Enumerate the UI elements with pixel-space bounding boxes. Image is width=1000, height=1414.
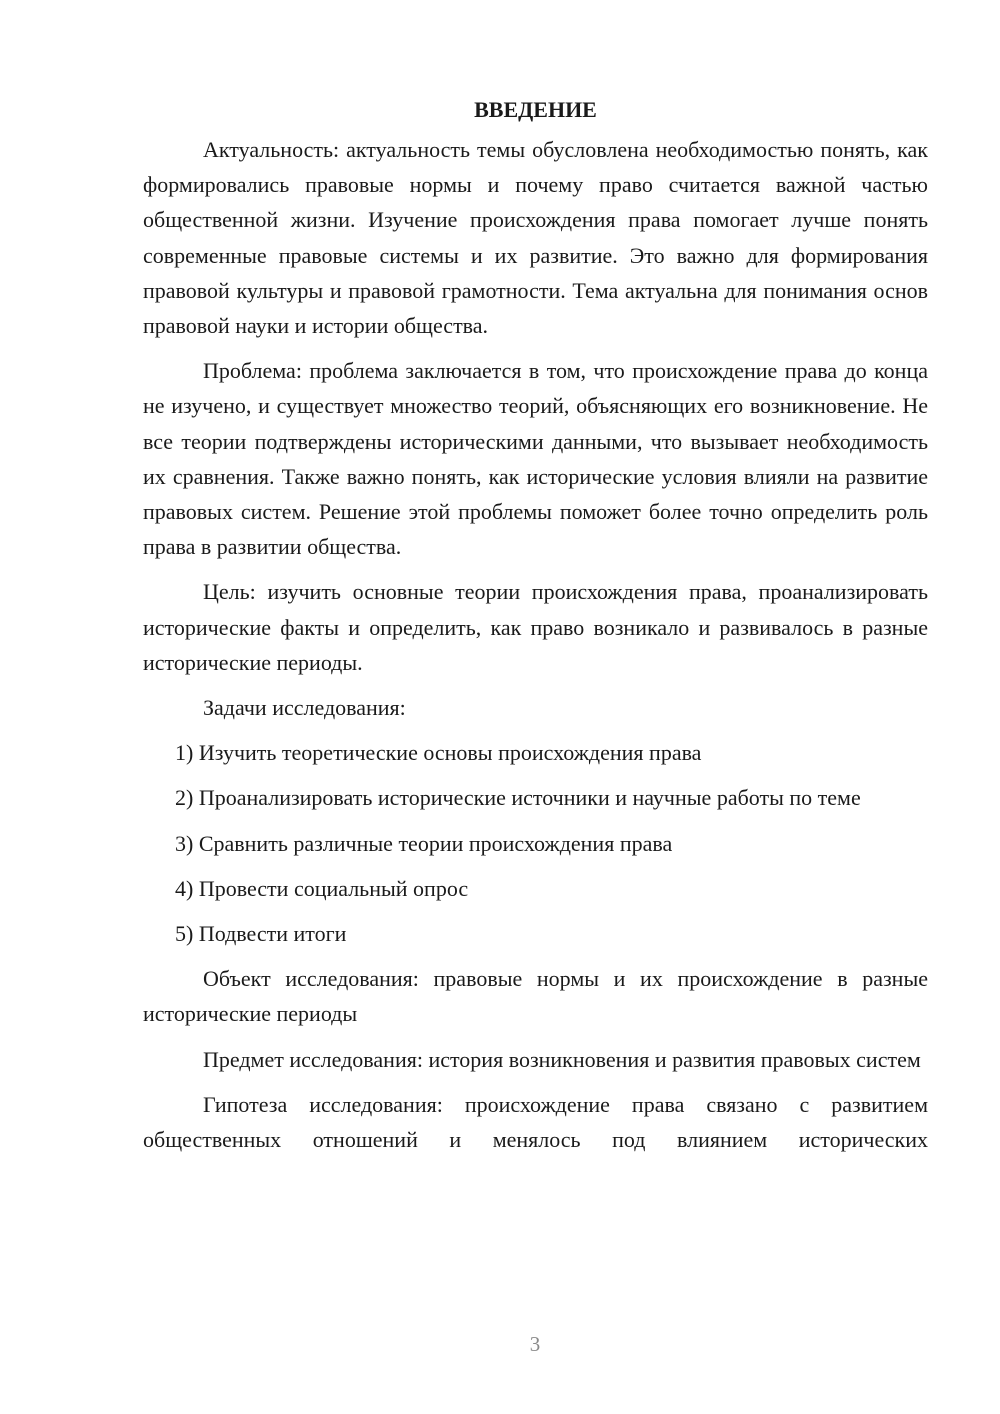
task-item-2: 2) Проанализировать исторические источники и научные работы по теме — [175, 785, 861, 811]
task-item-5: 5) Подвести итоги — [175, 921, 347, 947]
tasks-heading: Задачи исследования: — [203, 695, 406, 721]
task-item-4: 4) Провести социальный опрос — [175, 875, 469, 901]
section-title: ВВЕДЕНИЕ — [474, 97, 597, 122]
subject-paragraph: Предмет исследования: история возникновения и развития правовых систем — [203, 1046, 921, 1072]
hypothesis-paragraph: Гипотеза исследования: происхождение права связано с развитием общественных отношений и менялось под влиянием исторических — [143, 1091, 928, 1153]
relevance-paragraph: Актуальность: актуальность темы обусловлена необходимостью понять, как формировались правовые нормы и почему право считается важной частью общественной жизни. Изучение происхождения права помогает лучше понять современные правовые системы и их развитие. Это важно для формирования правовой культуры и правовой грамотности. Тема актуальна для понимания основ правовой науки и истории общества. — [143, 137, 928, 339]
page-number: 3 — [529, 1332, 541, 1356]
goal-paragraph: Цель: изучить основные теории происхождения права, проанализировать исторические факты и определить, как право возникало и развивалось в разные исторические периоды. — [143, 579, 928, 675]
object-paragraph: Объект исследования: правовые нормы и их происхождение в разные исторические периоды — [143, 966, 928, 1027]
task-item-1: 1) Изучить теоретические основы происхождения права — [175, 740, 702, 766]
problem-paragraph: Проблема: проблема заключается в том, что происхождение права до конца не изучено, и существует множество теорий, объясняющих его возникновение. Не все теории подтверждены историческими данными, что вызывает необходимость их сравнения. Также важно понять, как исторические условия влияли на развитие правовых систем. Решение этой проблемы поможет более точно определить роль права в развитии общества. — [143, 358, 928, 560]
document-page — [143, 92, 928, 1157]
task-item-3: 3) Сравнить различные теории происхождения права — [175, 830, 673, 856]
